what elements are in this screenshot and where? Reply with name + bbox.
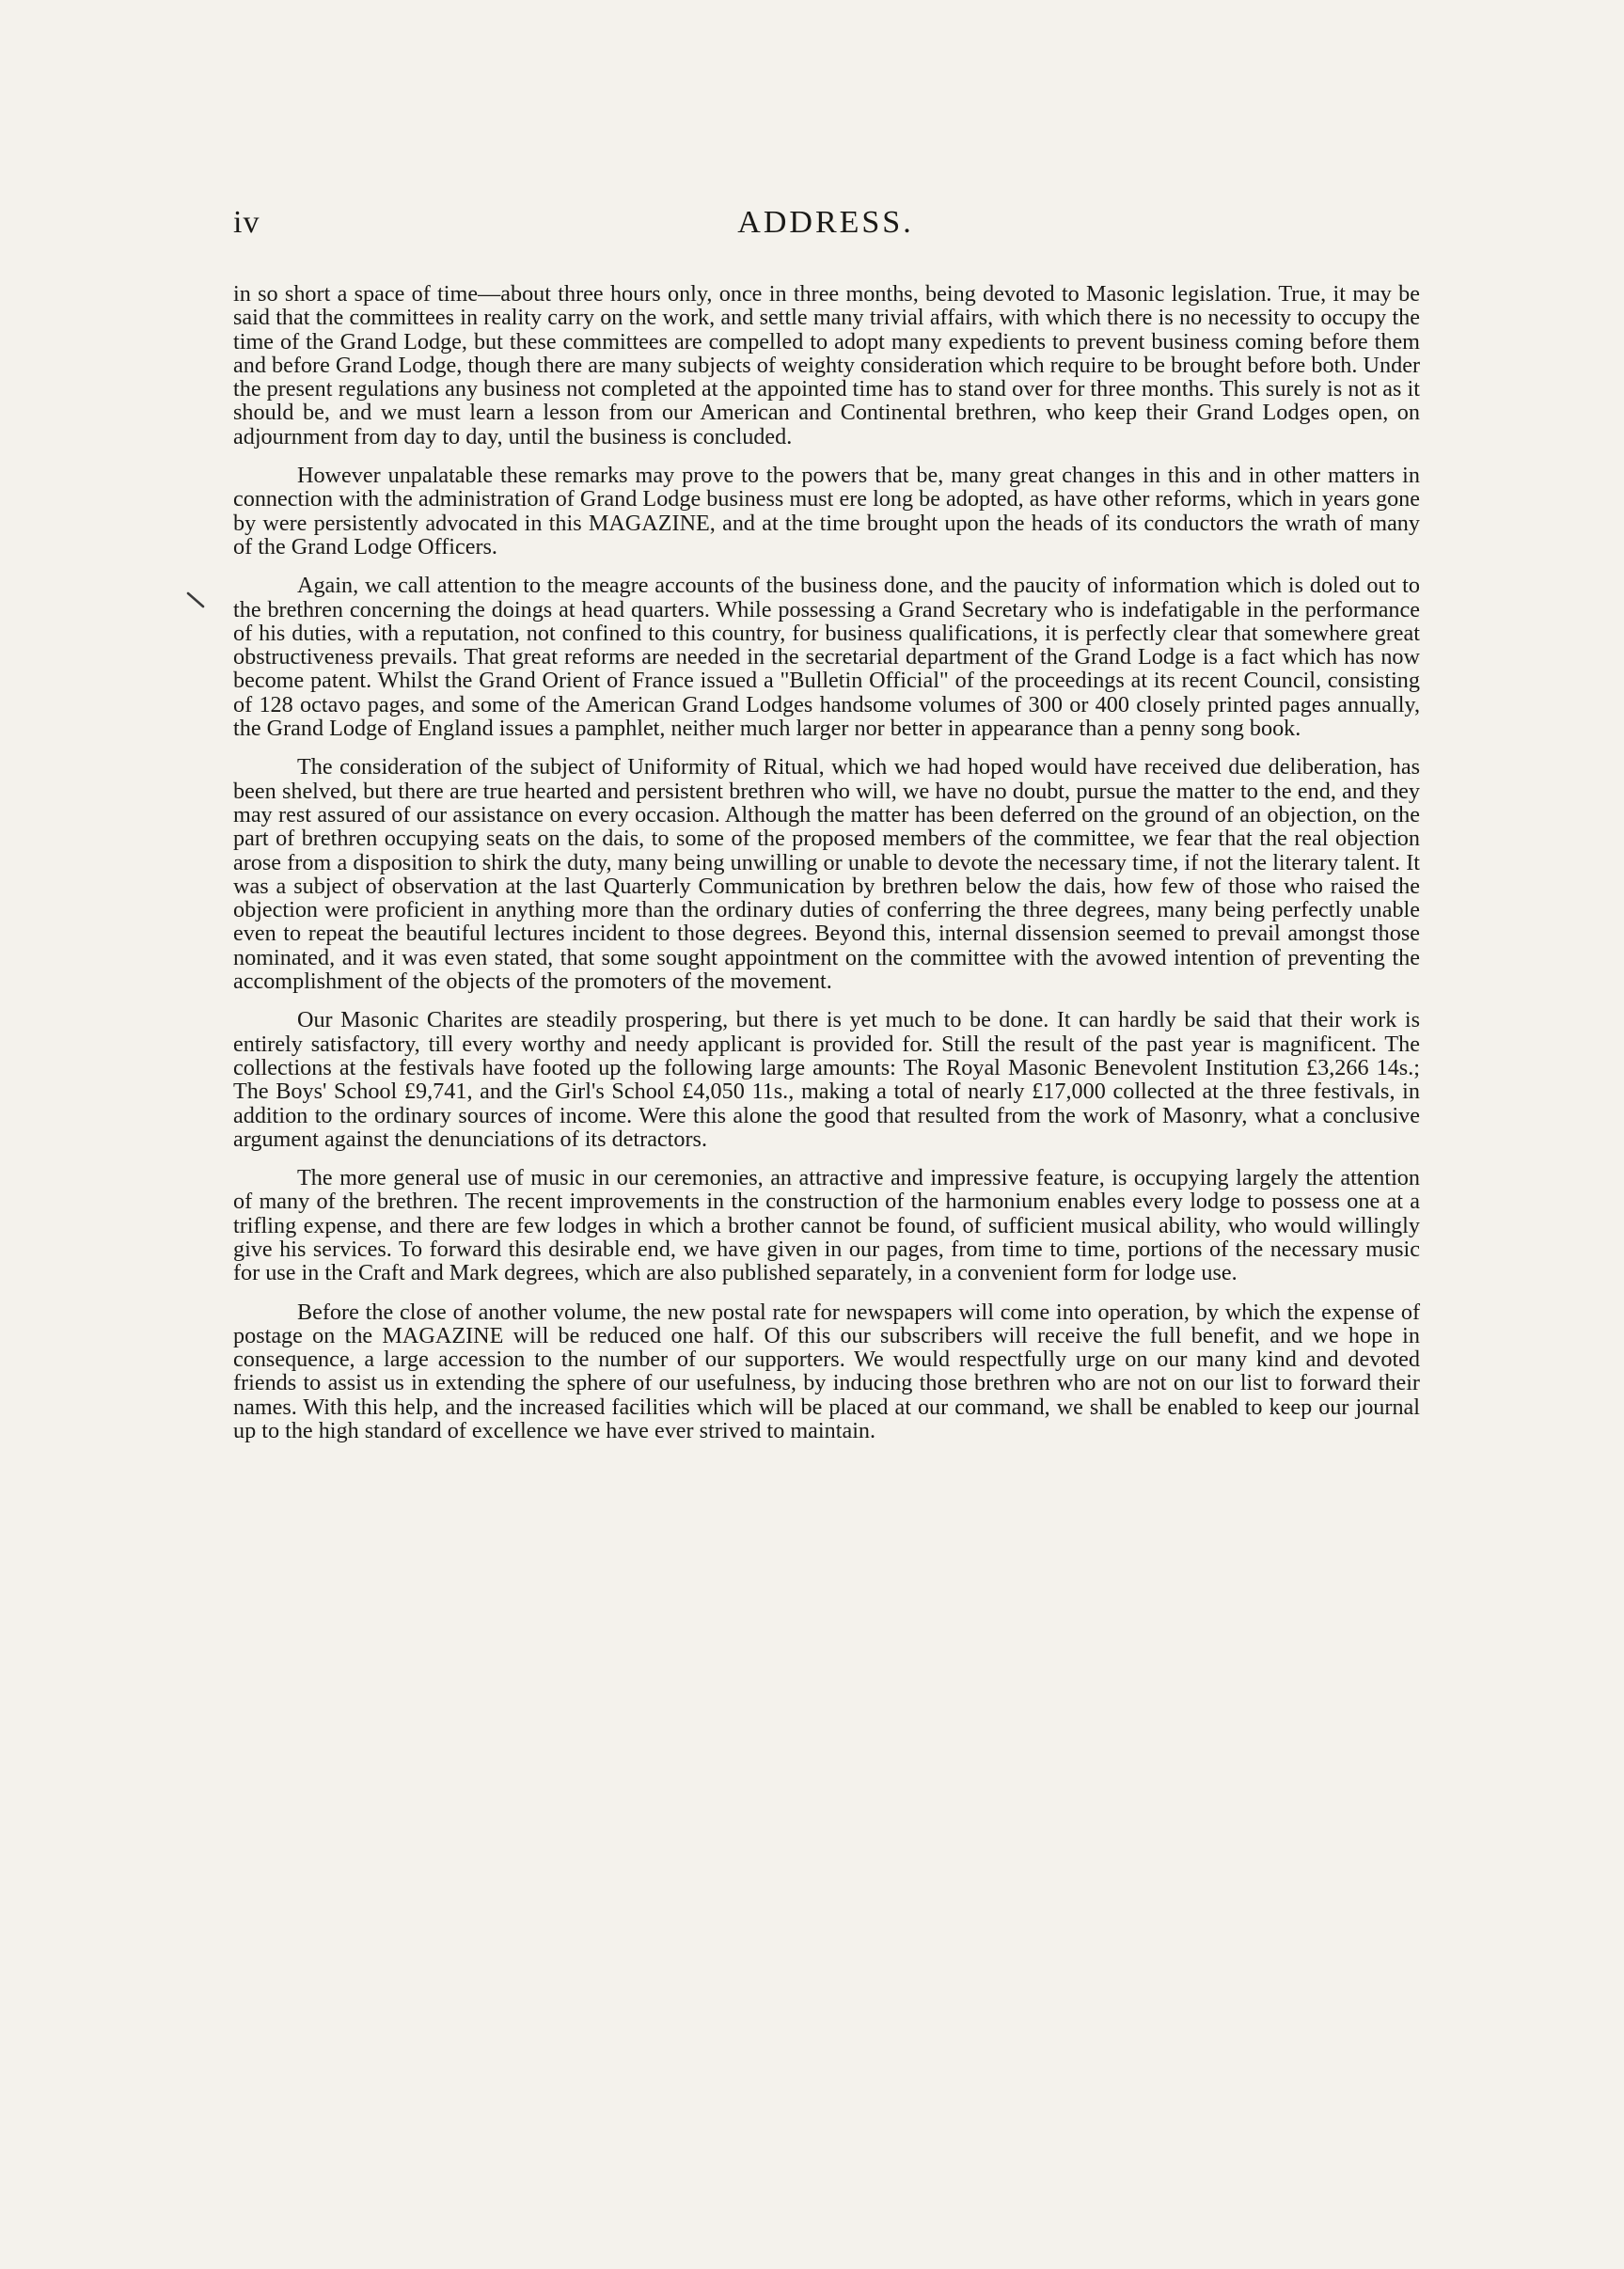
paragraph-7: Before the close of another volume, the new postal rate for newspapers will come into operation, by which the expense of postage on the MAGAZINE will be reduced one half. Of this our subscribers will receive the full benefit, and we hope in consequence, a large accession to the number of our supporters. We would respectfully urge on our many kind and devoted friends to assist us in extending the sphere of our usefulness, by inducing those brethren who are not on our list to forward their names. With this help, and the increased facilities which will be placed at our command, we shall be enabled to keep our journal up to the high standard of excellence we have ever strived to maintain. (233, 1299, 1420, 1444)
page-number: iv (233, 205, 260, 240)
paragraph-5: Our Masonic Charites are steadily prospering, but there is yet much to be done. It can hardly be said that their work is entirely satisfactory, till every worthy and needy applicant is provided for. Still the result of the past year is magnificent. The collections at the festivals have footed up the following large amounts: The Royal Masonic Benevolent Institution £3,266 14s.; The Boys' School £9,741, and the Girl's School £4,050 11s., making a total of nearly £17,000 collected at the three festivals, in addition to the ordinary sources of income. Were this alone the good that resulted from the work of Masonry, what a conclusive argument against the denunciations of its detractors. (233, 1007, 1420, 1152)
paragraph-4: The consideration of the subject of Uniformity of Ritual, which we had hoped would have received due deliberation, has been shelved, but there are true hearted and persistent brethren who will, we have no doubt, pursue the matter to the end, and they may rest assured of our assistance on every occasion. Although the matter has been deferred on the ground of an objection, on the part of brethren occupying seats on the dais, to some of the proposed members of the committee, we fear that the real objection arose from a disposition to shirk the duty, many being unwilling or unable to devote the necessary time, if not the literary talent. It was a subject of observation at the last Quarterly Communication by brethren below the dais, how few of those who raised the objection were proficient in anything more than the ordinary duties of conferring the three degrees, many being perfectly unable even to repeat the beautiful lectures incident to those degrees. Beyond this, internal dissension seemed to prevail amongst those nominated, and it was even stated, that some sought appointment on the committee with the avowed intention of preventing the accomplishment of the objects of the promoters of the movement. (233, 754, 1420, 995)
page-title: ADDRESS. (737, 205, 914, 240)
paragraph-1: in so short a space of time—about three hours only, once in three months, being devoted to Masonic legislation. True, it may be said that the committees in reality carry on the work, and settle many trivial affairs, with which there is no necessity to occupy the time of the Grand Lodge, but these committees are compelled to adopt many expedients to prevent business coming before them and before Grand Lodge, though there are many subjects of weighty consideration which require to be brought before both. Under the present regulations any business not completed at the appointed time has to stand over for three months. This surely is not as it should be, and we must learn a lesson from our American and Continental brethren, who keep their Grand Lodges open, on adjournment from day to day, until the business is concluded. (233, 281, 1420, 449)
article-body (233, 282, 1420, 1458)
paragraph-6: The more general use of music in our ceremonies, an attractive and impressive feature, is occupying largely the attention of many of the brethren. The recent improvements in the construction of the harmonium enables every lodge to possess one at a trifling expense, and there are few lodges in which a brother cannot be found, of sufficient musical ability, who would willingly give his services. To forward this desirable end, we have given in our pages, from time to time, portions of the necessary music for use in the Craft and Mark degrees, which are also published separately, in a convenient form for lodge use. (233, 1165, 1420, 1286)
running-head (233, 205, 1418, 252)
margin-mark (184, 588, 209, 612)
paragraph-2: However unpalatable these remarks may prove to the powers that be, many great changes in this and in other matters in connection with the administration of Grand Lodge business must ere long be adopted, as have other reforms, which in years gone by were persistently advocated in this MAGAZINE, and at the time brought upon the heads of its conductors the wrath of many of the Grand Lodge Officers. (233, 463, 1420, 559)
paragraph-3: Again, we call attention to the meagre accounts of the business done, and the paucity of information which is doled out to the brethren concerning the doings at head quarters. While possessing a Grand Secretary who is indefatigable in the performance of his duties, with a reputation, not confined to this country, for business qualifications, it is perfectly clear that somewhere great obstructiveness prevails. That great reforms are needed in the secretarial department of the Grand Lodge is a fact which has now become patent. Whilst the Grand Orient of France issued a "Bulletin Official" of the proceedings at its recent Council, consisting of 128 octavo pages, and some of the American Grand Lodges handsome volumes of 300 or 400 closely printed pages annually, the Grand Lodge of England issues a pamphlet, neither much larger nor better in appearance than a penny song book. (233, 573, 1420, 742)
